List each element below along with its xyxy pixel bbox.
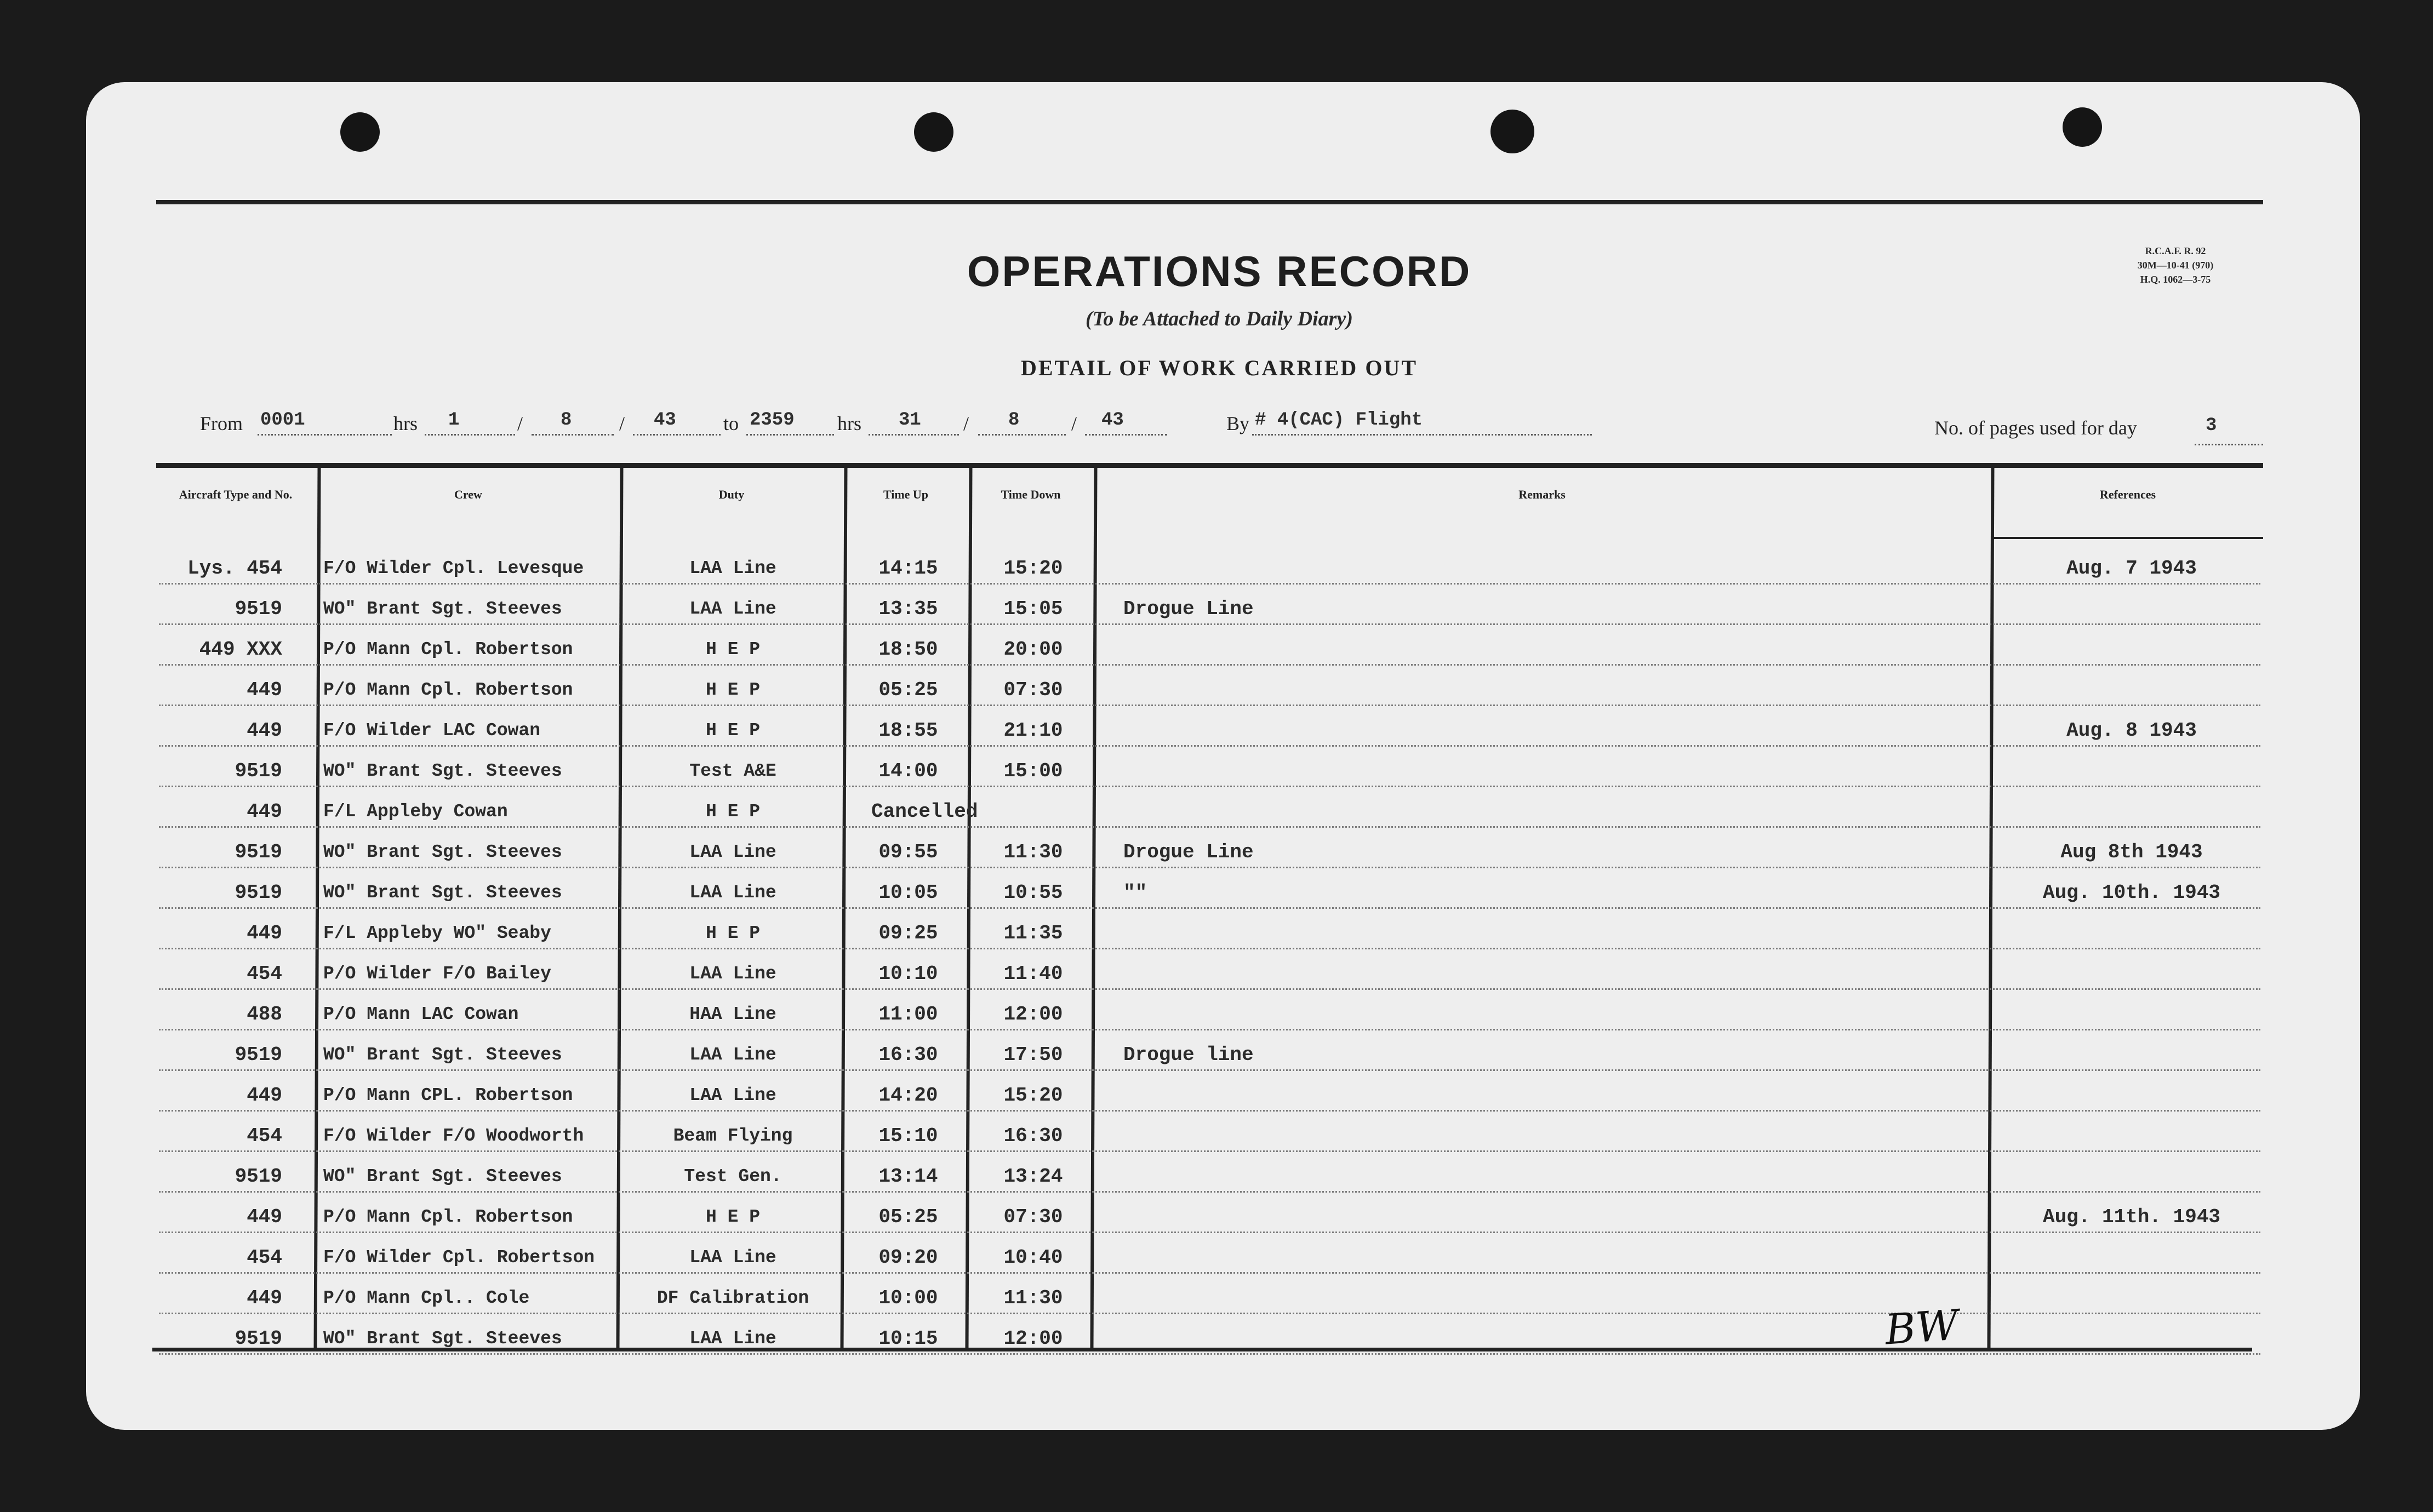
cell-aircraft: 449 — [247, 1287, 282, 1309]
table-top-rule — [156, 463, 2263, 468]
cell-reference: Aug. 7 1943 — [2066, 557, 2197, 580]
to-day: 31 — [899, 410, 921, 431]
to-label: to — [723, 413, 739, 434]
cell-reference: Aug. 8 1943 — [2066, 719, 2197, 742]
cell-aircraft: 9519 — [235, 1044, 282, 1066]
cell-time-up: 16:30 — [878, 1044, 938, 1066]
cell-time-up: 18:55 — [878, 719, 938, 742]
cell-crew: P/O Mann Cpl. Robertson — [323, 680, 573, 700]
row-rule — [159, 745, 2260, 747]
cell-time-up: 09:25 — [878, 922, 938, 944]
cell-time-down: 15:20 — [1003, 557, 1063, 580]
cell-time-down: 12:00 — [1003, 1327, 1063, 1350]
cell-duty: LAA Line — [689, 1085, 776, 1106]
cell-duty: Beam Flying — [673, 1126, 793, 1146]
dotted-leader — [746, 434, 834, 436]
cell-duty: LAA Line — [689, 1328, 776, 1349]
cell-duty: LAA Line — [689, 1045, 776, 1065]
cell-aircraft: 9519 — [235, 760, 282, 782]
col-time-down: Time Down — [1001, 488, 1061, 501]
cell-time-up: 11:00 — [878, 1003, 938, 1026]
form-subtitle: (To be Attached to Daily Diary) — [1086, 307, 1353, 330]
cell-aircraft: 454 — [247, 1125, 282, 1147]
dotted-leader — [425, 434, 515, 436]
cell-time-down: 10:55 — [1003, 881, 1063, 904]
form-heading: DETAIL OF WORK CARRIED OUT — [1020, 356, 1418, 380]
cell-time-up: 10:10 — [878, 963, 938, 985]
cell-time-down: 20:00 — [1003, 638, 1063, 661]
cell-time-up: 05:25 — [878, 1206, 938, 1228]
punch-hole — [340, 112, 380, 152]
punch-hole — [1490, 110, 1534, 153]
pages-value: 3 — [2206, 415, 2217, 436]
cell-time-up: 10:05 — [878, 881, 938, 904]
form-ref-line: 30M—10-41 (970) — [2137, 260, 2214, 271]
cell-aircraft: 488 — [247, 1003, 282, 1026]
cell-aircraft: 449 — [247, 679, 282, 701]
cell-duty: LAA Line — [689, 883, 776, 903]
cell-duty: Test Gen. — [684, 1166, 782, 1187]
cell-duty: Test A&E — [689, 761, 776, 781]
to-year: 43 — [1101, 410, 1124, 431]
cell-time-down: 17:50 — [1003, 1044, 1063, 1066]
row-rule — [159, 1353, 2260, 1355]
cell-time-up: 14:20 — [878, 1084, 938, 1107]
cell-aircraft: 454 — [247, 1246, 282, 1269]
row-rule — [159, 1069, 2260, 1071]
to-hrs-label: hrs — [837, 413, 861, 434]
cell-crew: WO" Brant Sgt. Steeves — [323, 1328, 562, 1349]
form-ref-line: H.Q. 1062—3-75 — [2140, 274, 2211, 285]
row-rule — [159, 1191, 2260, 1193]
cell-time-down: 12:00 — [1003, 1003, 1063, 1026]
cell-aircraft: 9519 — [235, 598, 282, 620]
dotted-leader — [978, 434, 1066, 436]
date-separator: / — [517, 413, 523, 434]
cell-time-up: 14:00 — [878, 760, 938, 782]
row-rule — [159, 1150, 2260, 1152]
cell-time-up: 13:35 — [878, 598, 938, 620]
cell-time-up: 18:50 — [878, 638, 938, 661]
row-rule — [159, 1232, 2260, 1233]
col-duty: Duty — [718, 488, 745, 501]
cell-duty: H E P — [705, 1207, 761, 1227]
cell-time-down: 07:30 — [1003, 1206, 1063, 1228]
cell-time-up: 14:15 — [878, 557, 938, 580]
cell-duty: LAA Line — [689, 964, 776, 984]
cell-crew: F/L Appleby Cowan — [323, 801, 508, 822]
cell-duty: H E P — [705, 801, 761, 822]
cell-aircraft: Lys. 454 — [187, 557, 282, 580]
cell-time-down: 15:20 — [1003, 1084, 1063, 1107]
row-rule — [159, 705, 2260, 706]
from-year: 43 — [654, 410, 676, 431]
cell-aircraft: 9519 — [235, 1327, 282, 1350]
references-header-rule — [1992, 537, 2263, 539]
cell-crew: P/O Mann CPL. Robertson — [323, 1085, 573, 1106]
form-reference — [2099, 244, 2252, 287]
cell-reference: Aug. 11th. 1943 — [2042, 1206, 2221, 1228]
cell-time-up: 05:25 — [878, 679, 938, 701]
cell-time-up: 09:55 — [878, 841, 938, 863]
cell-time-down: 11:30 — [1003, 841, 1063, 863]
row-rule — [159, 786, 2260, 787]
form-title: OPERATIONS RECORD — [967, 247, 1472, 295]
cell-duty: DF Calibration — [656, 1288, 809, 1308]
cell-crew: P/O Wilder F/O Bailey — [323, 964, 551, 984]
cell-crew: F/L Appleby WO" Seaby — [323, 923, 551, 943]
dotted-leader — [1252, 434, 1592, 436]
cell-crew: F/O Wilder Cpl. Robertson — [323, 1247, 595, 1268]
cell-aircraft: 449 — [247, 1084, 282, 1107]
row-rule — [159, 988, 2260, 990]
cell-aircraft: 9519 — [235, 1165, 282, 1188]
cell-duty: H E P — [705, 680, 761, 700]
cell-time-down: 10:40 — [1003, 1246, 1063, 1269]
punch-hole — [2063, 107, 2102, 147]
cell-aircraft: 9519 — [235, 841, 282, 863]
cell-crew: F/O Wilder LAC Cowan — [323, 720, 541, 741]
cell-duty: H E P — [705, 639, 761, 660]
row-rule — [159, 1110, 2260, 1112]
by-label: By — [1226, 413, 1250, 434]
punch-hole — [914, 112, 953, 152]
cell-duty: LAA Line — [689, 558, 776, 579]
cell-time-up: 09:20 — [878, 1246, 938, 1269]
signature-initials: BW — [1883, 1300, 1960, 1354]
cell-time-up: Cancelled — [871, 800, 978, 823]
col-crew: Crew — [454, 488, 482, 501]
cell-reference: Aug. 10th. 1943 — [2042, 881, 2221, 904]
cell-time-down: 15:00 — [1003, 760, 1063, 782]
cell-time-down: 16:30 — [1003, 1125, 1063, 1147]
cell-time-down: 11:40 — [1003, 963, 1063, 985]
row-rule — [159, 867, 2260, 868]
from-time: 0001 — [260, 410, 305, 431]
dotted-leader — [532, 434, 614, 436]
by-unit: # 4(CAC) Flight — [1255, 410, 1423, 431]
date-separator: / — [963, 413, 969, 434]
dotted-leader — [2195, 444, 2263, 445]
date-separator: / — [1071, 413, 1077, 434]
row-rule — [159, 948, 2260, 949]
dotted-leader — [258, 434, 392, 436]
cell-time-up: 15:10 — [878, 1125, 938, 1147]
cell-crew: P/O Mann Cpl. Robertson — [323, 1207, 573, 1227]
to-month: 8 — [1008, 410, 1020, 431]
cell-remarks: Drogue line — [1123, 1044, 1254, 1066]
cell-duty: LAA Line — [689, 599, 776, 619]
col-aircraft: Aircraft Type and No. — [179, 488, 293, 501]
date-separator: / — [619, 413, 625, 434]
cell-crew: WO" Brant Sgt. Steeves — [323, 599, 562, 619]
from-day: 1 — [448, 410, 460, 431]
top-rule — [156, 200, 2263, 204]
hrs-label: hrs — [393, 413, 418, 434]
cell-aircraft: 449 — [247, 1206, 282, 1228]
cell-crew: WO" Brant Sgt. Steeves — [323, 883, 562, 903]
form-ref-line: R.C.A.F. R. 92 — [2145, 245, 2206, 256]
row-rule — [159, 583, 2260, 585]
row-rule — [159, 623, 2260, 625]
row-rule — [159, 1272, 2260, 1274]
cell-time-down: 13:24 — [1003, 1165, 1063, 1188]
cell-crew: P/O Mann LAC Cowan — [323, 1004, 519, 1024]
cell-aircraft: 449 — [247, 922, 282, 944]
pages-label: No. of pages used for day — [1934, 417, 2137, 439]
cell-crew: WO" Brant Sgt. Steeves — [323, 1045, 562, 1065]
col-references: References — [2099, 488, 2156, 501]
cell-aircraft: 449 — [247, 800, 282, 823]
cell-duty: H E P — [705, 720, 761, 741]
cell-crew: WO" Brant Sgt. Steeves — [323, 842, 562, 862]
col-remarks: Remarks — [1518, 488, 1566, 501]
to-time: 2359 — [750, 410, 795, 431]
cell-remarks: Drogue Line — [1123, 598, 1254, 620]
cell-time-down: 15:05 — [1003, 598, 1063, 620]
cell-aircraft: 449 — [247, 719, 282, 742]
row-rule — [159, 1029, 2260, 1030]
cell-duty: LAA Line — [689, 842, 776, 862]
cell-aircraft: 454 — [247, 963, 282, 985]
cell-time-down: 21:10 — [1003, 719, 1063, 742]
cell-aircraft: 9519 — [235, 881, 282, 904]
from-month: 8 — [561, 410, 572, 431]
dotted-leader — [633, 434, 721, 436]
cell-time-down: 11:30 — [1003, 1287, 1063, 1309]
cell-remarks: Drogue Line — [1123, 841, 1254, 863]
cell-duty: HAA Line — [689, 1004, 776, 1024]
cell-crew: WO" Brant Sgt. Steeves — [323, 761, 562, 781]
cell-aircraft: 449 XXX — [199, 638, 282, 661]
dotted-leader — [1085, 434, 1167, 436]
cell-duty: LAA Line — [689, 1247, 776, 1268]
row-rule — [159, 907, 2260, 909]
cell-time-down: 11:35 — [1003, 922, 1063, 944]
dotted-leader — [869, 434, 959, 436]
cell-reference: Aug 8th 1943 — [2060, 841, 2203, 863]
row-rule — [159, 664, 2260, 666]
cell-crew: P/O Mann Cpl. Robertson — [323, 639, 573, 660]
from-label: From — [200, 413, 243, 434]
cell-time-up: 10:15 — [878, 1327, 938, 1350]
cell-crew: F/O Wilder F/O Woodworth — [323, 1126, 584, 1146]
col-time-up: Time Up — [883, 488, 929, 501]
cell-crew: F/O Wilder Cpl. Levesque — [323, 558, 584, 579]
cell-crew: WO" Brant Sgt. Steeves — [323, 1166, 562, 1187]
cell-time-up: 13:14 — [878, 1165, 938, 1188]
cell-time-up: 10:00 — [878, 1287, 938, 1309]
cell-time-down: 07:30 — [1003, 679, 1063, 701]
cell-remarks: "" — [1123, 881, 1147, 904]
row-rule — [159, 826, 2260, 828]
cell-duty: H E P — [705, 923, 761, 943]
cell-crew: P/O Mann Cpl.. Cole — [323, 1288, 530, 1308]
